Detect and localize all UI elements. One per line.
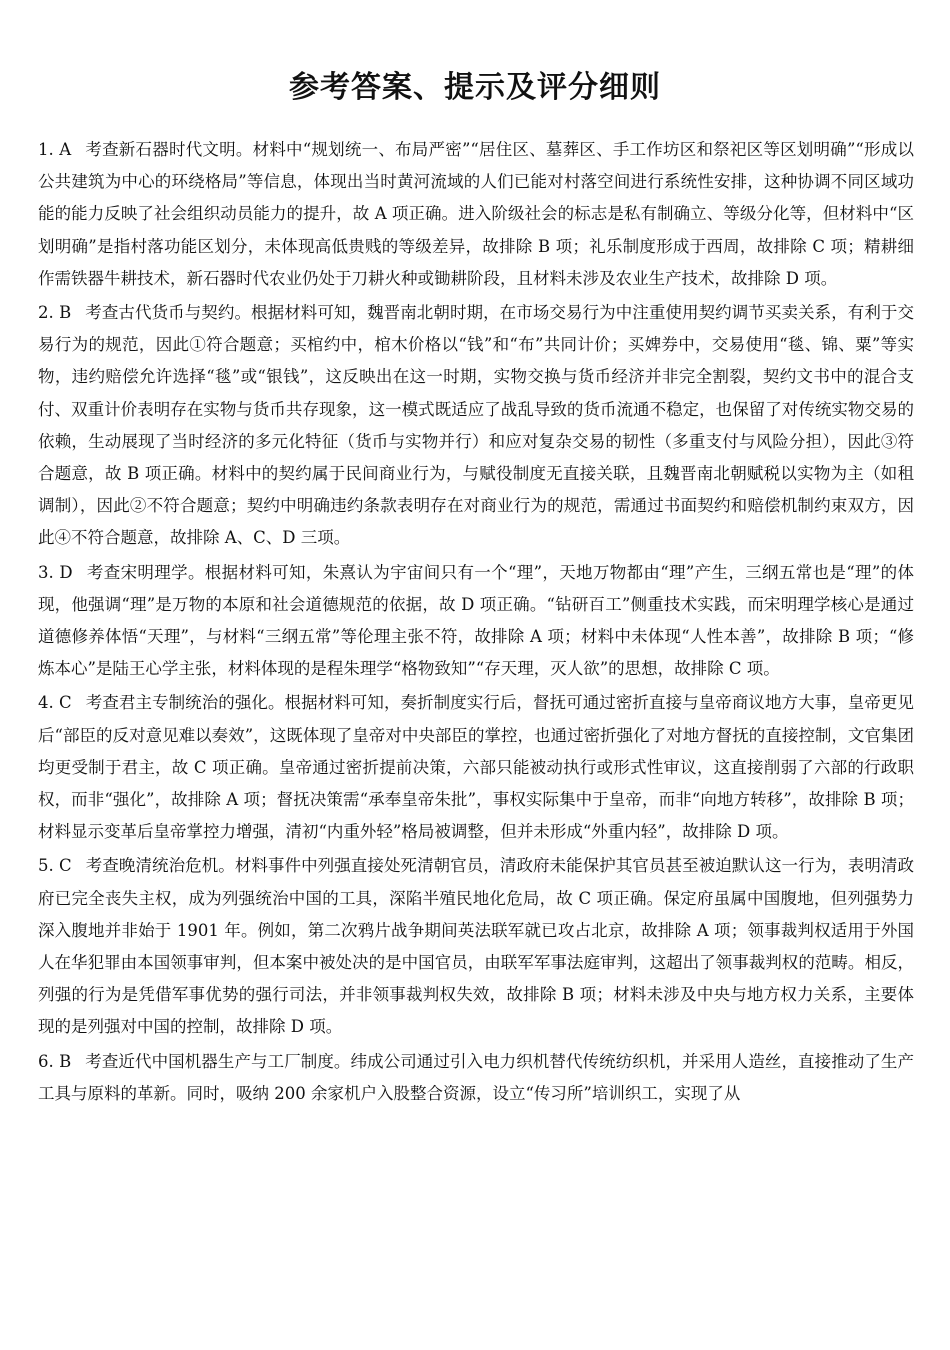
answer-number: 4. C: [38, 693, 72, 713]
answer-number: 1. A: [38, 140, 72, 159]
page-title: 参考答案、提示及评分细则: [289, 70, 661, 105]
answer-item-6: [38, 1046, 914, 1110]
answer-item-5: [38, 850, 914, 1043]
answer-item-4: [38, 687, 914, 848]
answer-item-3: [38, 557, 914, 686]
answer-number: 3. D: [38, 562, 73, 582]
answer-text: 考查古代货币与契约。根据材料可知，魏晋南北朝时期，在市场交易行为中注重使用契约调节买卖关系，有利于交易行为的规范，因此①符合题意；买棺约中，棺木价格以“钱”和“布”共同计价；买婢券中，交易使用“毯、锦、粟”等实物，违约赔偿允许选择“毯”或“银钱”，这反映出在这一时期，实物交换与货币经济并非完全割裂，契约文书中的混合支付、双重计价表明存在实物与货币共存现象，这一模式既适应了战乱导致的货币流通不稳定，也保留了对传统实物交易的依赖，生动展现了当时经济的多元化特征（货币与实物并行）和应对复杂交易的韧性（多重支付与风险分担），因此③符合题意，故 B 项正确。材料中的契约属于民间商业行为，与赋役制度无直接关联，且魏晋南北朝赋税以实物为主（如租调制），因此②不符合题意；契约中明确违约条款表明存在对商业行为的规范，需通过书面契约和赔偿机制约束双方，因此④不符合题意，故排除 A、C、D 三项。: [38, 303, 915, 548]
answer-text: 考查君主专制统治的强化。根据材料可知，奏折制度实行后，督抚可通过密折直接与皇帝商议地方大事，皇帝更见后“部臣的反对意见难以奏效”，这既体现了皇帝对中央部臣的掌控，也通过密折强化了对地方督抚的直接控制，文官集团均更受制于君主，故 C 项正确。皇帝通过密折提前决策，六部只能被动执行或形式性审议，这直接削弱了六部的行政职权，而非“强化”，故排除 A 项；督抚决策需“承奉皇帝朱批”，事权实际集中于皇帝，而非“向地方转移”，故排除 B 项；材料显示变革后皇帝掌控力增强，清初“内重外轻”格局被调整，但并未形成“外重内轻”，故排除 D 项。: [38, 693, 914, 842]
answer-text: 考查新石器时代文明。材料中“规划统一、布局严密”“居住区、墓葬区、手工作坊区和祭祀区等区划明确”“形成以公共建筑为中心的环绕格局”等信息，体现出当时黄河流域的人们已能对村落空间进行系统性安排，这种协调不同区域功能的能力反映了社会组织动员能力的提升，故 A 项正确。进入阶级社会的标志是私有制确立、等级分化等，但材料中“区划明确”是指村落功能区划分，未体现高低贵贱的等级差异，故排除 B 项；礼乐制度形成于西周，故排除 C 项；精耕细作需铁器牛耕技术，新石器时代农业仍处于刀耕火种或锄耕阶段，且材料未涉及农业生产技术，故排除 D 项。: [38, 140, 914, 288]
answer-list: [38, 134, 914, 1112]
answer-text: 考查宋明理学。根据材料可知，朱熹认为宇宙间只有一个“理”，天地万物都由“理”产生，三纲五常也是“理”的体现，他强调“理”是万物的本原和社会道德规范的依据，故 D 项正确。“钻研百工”侧重技术实践，而宋明理学核心是通过道德修养体悟“天理”，与材料“三纲五常”等伦理主张不符，故排除 A 项；材料中未体现“人性本善”，故排除 B 项；“修炼本心”是陆王心学主张，材料体现的是程朱理学“格物致知”“存天理，灭人欲”的思想，故排除 C 项。: [38, 562, 914, 679]
answer-number: 6. B: [38, 1051, 72, 1071]
answer-number: 5. C: [38, 856, 72, 876]
answer-item-2: [38, 297, 914, 555]
answer-text: 考查近代中国机器生产与工厂制度。纬成公司通过引入电力织机替代传统纺织机，并采用人造丝，直接推动了生产工具与原料的革新。同时，吸纳 200 余家机户入股整合资源，设立“传习所”培训织工，实现了从: [38, 1051, 915, 1103]
answer-number: 2. B: [38, 303, 72, 323]
answer-item-1: [38, 134, 914, 295]
page-bottom-cutoff: [0, 1283, 950, 1350]
answer-text: 考查晚清统治危机。材料事件中列强直接处死清朝官员，清政府未能保护其官员甚至被迫默认这一行为，表明清政府已完全丧失主权，成为列强统治中国的工具，深陷半殖民地化危局，故 C 项正确。保定府虽属中国腹地，但列强势力深入腹地并非始于 1901 年。例如，第二次鸦片战争期间英法联军就已攻占北京，故排除 A 项；领事裁判权适用于外国人在华犯罪由本国领事审判，但本案中被处决的是中国官员，由联军军事法庭审判，这超出了领事裁判权的范畴。相反，列强的行为是凭借军事优势的强行司法，并非领事裁判权失效，故排除 B 项；材料未涉及中央与地方权力关系，主要体现的是列强对中国的控制，故排除 D 项。: [38, 856, 914, 1037]
